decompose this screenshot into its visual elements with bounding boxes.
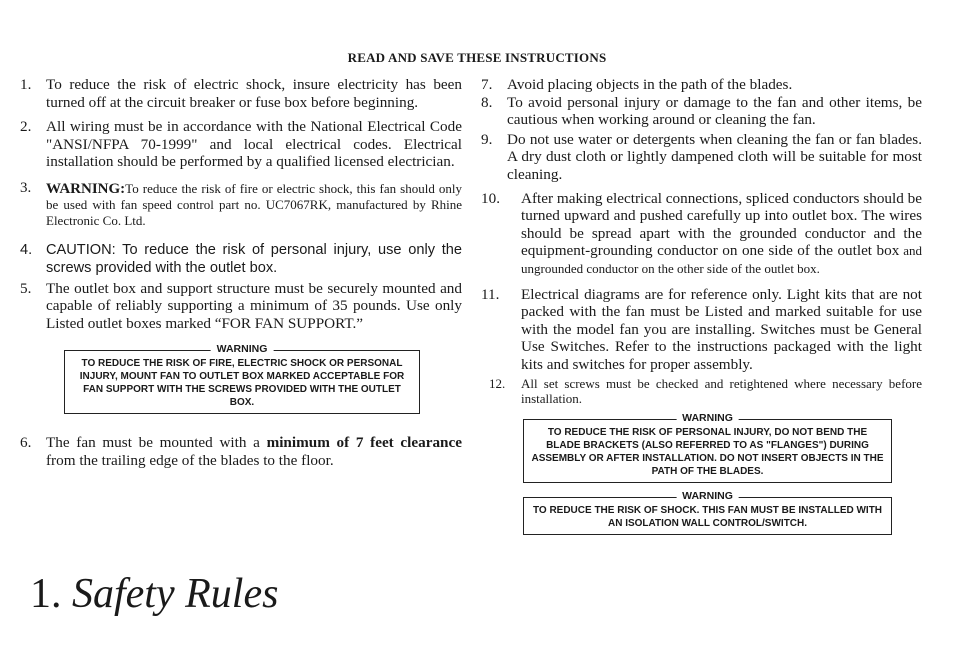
list-item: 8. To avoid personal injury or damage to the fan and other items, be cautious when working around or cleaning the fan.: [481, 93, 922, 129]
list-item: 10. After making electrical connections, spliced conductors should be turned upward and pushed carefully up into outlet box. The wires should be spread apart with the grounded conductor and the equipment-grounding conductor on one side of the outlet box and ungrounded conductor on the other side of the outlet box.: [481, 189, 922, 276]
warning-label: WARNING: [676, 412, 739, 425]
warning-box: WARNING TO REDUCE THE RISK OF SHOCK. THIS FAN MUST BE INSTALLED WITH AN ISOLATION WALL CONTROL/SWITCH.: [523, 497, 892, 535]
warning-label: WARNING: [676, 490, 739, 503]
list-item: 5. The outlet box and support structure must be securely mounted and capable of reliably supporting a minimum of 35 pounds. Use only Listed outlet boxes marked “FOR FAN SUPPORT.”: [20, 279, 462, 332]
warning-label: WARNING: [211, 343, 274, 356]
right-column: [481, 76, 922, 535]
list-item: 9. Do not use water or detergents when cleaning the fan or fan blades. A dry dust cloth or lightly dampened cloth will be suitable for most cleaning.: [481, 130, 922, 183]
section-title: 1. Safety Rules: [30, 571, 279, 617]
warning-box: WARNING TO REDUCE THE RISK OF FIRE, ELECTRIC SHOCK OR PERSONAL INJURY, MOUNT FAN TO OUTLET BOX MARKED ACCEPTABLE FOR FAN SUPPORT WITH THE SCREWS PROVIDED WITH THE OUTLET BOX.: [64, 350, 420, 414]
warning-box: WARNING TO REDUCE THE RISK OF PERSONAL INJURY, DO NOT BEND THE BLADE BRACKETS (ALSO REFERRED TO AS "FLANGES") DURING ASSEMBLY OR AFTER INSTALLATION. DO NOT INSERT OBJECTS IN THE PATH OF THE BLADES.: [523, 419, 892, 483]
list-item: 12. All set screws must be checked and retightened where necessary before installation.: [489, 375, 922, 406]
list-item: 3. WARNING:To reduce the risk of fire or electric shock, this fan should only be used with fan speed control part no. UC7067RK, manufactured by Rhine Electronic Co. Ltd.: [20, 179, 462, 228]
left-column: [20, 76, 462, 470]
list-item: 7. Avoid placing objects in the path of the blades.: [481, 76, 793, 93]
list-item: 1. To reduce the risk of electric shock, insure electricity has been turned off at the circuit breaker or fuse box before beginning.: [20, 76, 462, 111]
list-item: 2. All wiring must be in accordance with the National Electrical Code "ANSI/NFPA 70-1999" and local electrical codes. Electrical installation should be performed by a qualified licensed electrician.: [20, 118, 462, 171]
list-item: 6. The fan must be mounted with a minimum of 7 feet clearance from the trailing edge of the blades to the floor.: [20, 434, 462, 470]
page-header: READ AND SAVE THESE INSTRUCTIONS: [347, 50, 607, 65]
list-item: 4. CAUTION: To reduce the risk of personal injury, use only the screws provided with the outlet box.: [20, 242, 462, 277]
list-item: 11. Electrical diagrams are for reference only. Light kits that are not packed with the fan must be Listed and marked suitable for use with the model fan you are installing. Switches must be General Use Switches. Refer to the instructions packaged with the light kits and switches for proper assembly.: [481, 285, 922, 373]
